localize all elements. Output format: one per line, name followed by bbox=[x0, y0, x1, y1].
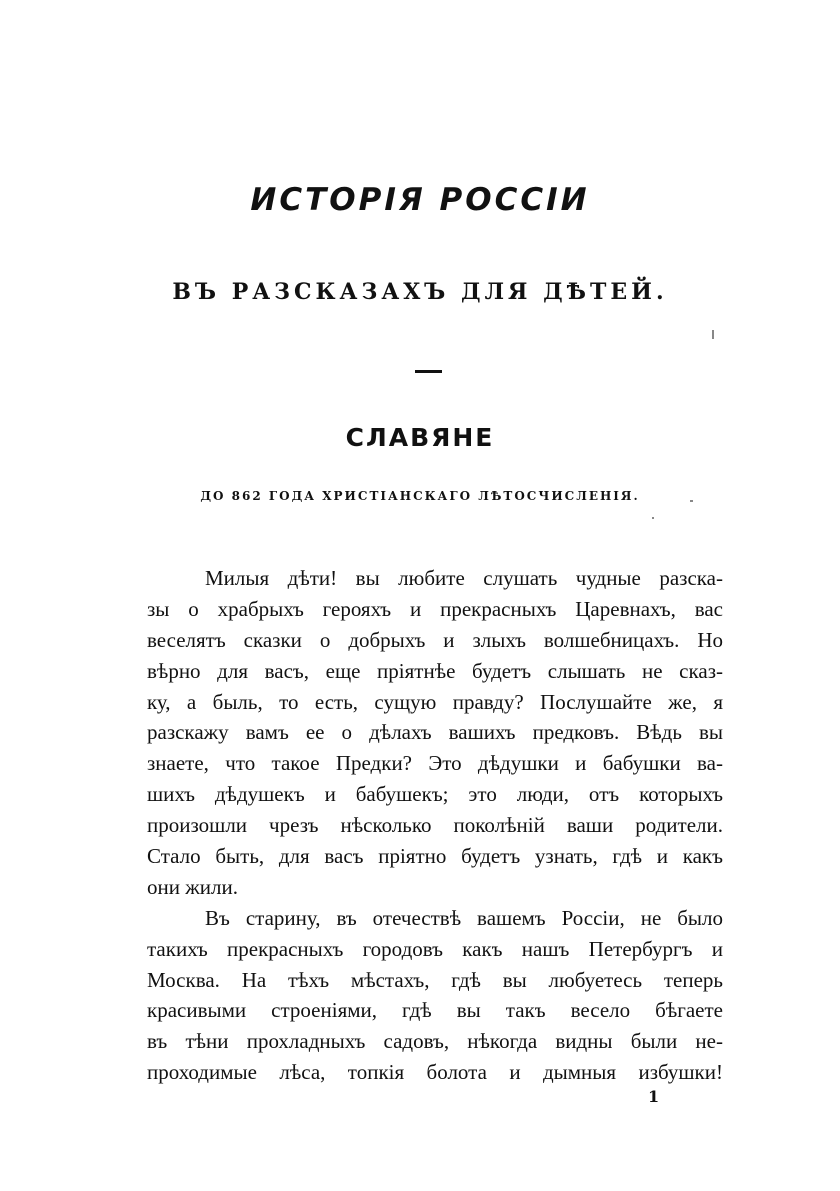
text-line: произошли чрезъ нѣсколько поколѣній ваши родители. bbox=[147, 813, 723, 838]
book-subtitle: ВЪ РАЗСКАЗАХЪ ДЛЯ ДѢТЕЙ. bbox=[172, 279, 668, 305]
text-line: шихъ дѣдушекъ и бабушекъ; это люди, отъ которыхъ bbox=[147, 782, 723, 807]
text-line: они жили. bbox=[147, 874, 238, 899]
scan-speck bbox=[652, 517, 654, 519]
text-line: въ тѣни прохладныхъ садовъ, нѣкогда видны были не- bbox=[147, 1029, 723, 1054]
text-line: Въ старину, въ отечествѣ вашемъ Россіи, не было bbox=[205, 905, 723, 930]
text-line: проходимые лѣса, топкія болота и дымныя избушки! bbox=[147, 1060, 723, 1085]
text-line: веселятъ сказки о добрыхъ и злыхъ волшебницахъ. Но bbox=[147, 627, 723, 652]
scan-speck bbox=[712, 330, 714, 339]
text-line: ку, а быль, то есть, сущую правду? Послушайте же, я bbox=[147, 689, 723, 714]
text-line: красивыми строеніями, гдѣ вы такъ весело бѣгаете bbox=[147, 998, 723, 1023]
book-title: ИСТОРІЯ РОССІИ bbox=[250, 182, 590, 218]
text-line: вѣрно для васъ, еще пріятнѣе будетъ слышать не сказ- bbox=[147, 658, 723, 683]
scan-speck bbox=[690, 500, 693, 502]
text-line: Милыя дѣти! вы любите слушать чудные разска- bbox=[205, 566, 723, 590]
body-text bbox=[147, 563, 723, 1088]
text-line: зы о храбрыхъ герояхъ и прекрасныхъ Царевнахъ, вас bbox=[147, 596, 723, 621]
chapter-title: СЛАВЯНЕ bbox=[345, 423, 495, 452]
page-number: 1 bbox=[648, 1087, 660, 1106]
text-line: Москва. На тѣхъ мѣстахъ, гдѣ вы любуетесь теперь bbox=[147, 967, 723, 992]
chapter-date-line: ДО 862 ГОДА ХРИСТІАНСКАГО ЛѢТОСЧИСЛЕНІЯ. bbox=[200, 489, 640, 503]
text-line: разскажу вамъ ее о дѣлахъ вашихъ предковъ. Вѣдь вы bbox=[147, 720, 723, 745]
text-line: знаете, что такое Предки? Это дѣдушки и бабушки ва- bbox=[147, 751, 723, 776]
text-line: Стало быть, для васъ пріятно будетъ узнать, гдѣ и какъ bbox=[147, 844, 723, 869]
title-separator bbox=[415, 370, 442, 373]
text-line: такихъ прекрасныхъ городовъ какъ нашъ Петербургъ и bbox=[147, 936, 723, 961]
